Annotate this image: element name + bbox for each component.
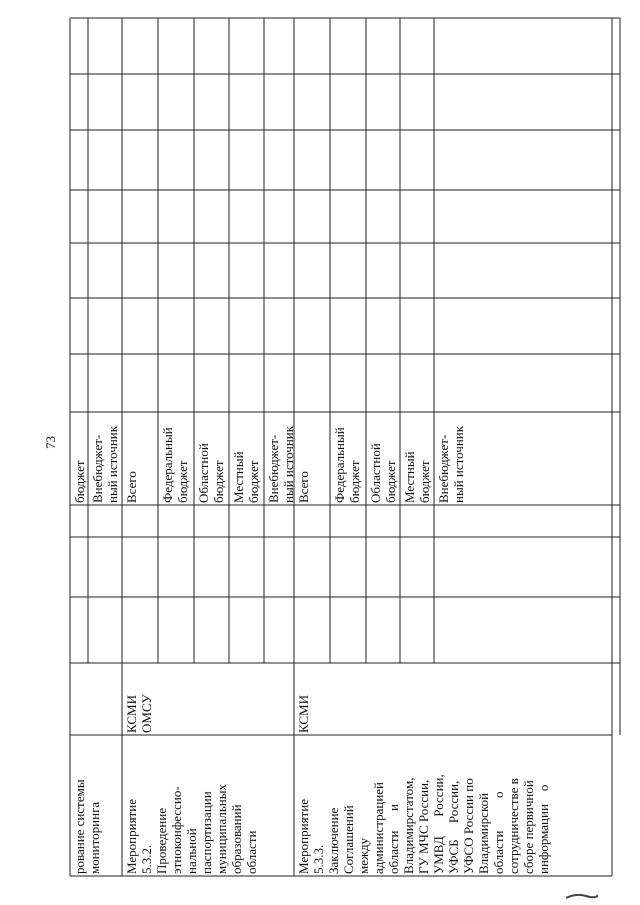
funding-source-line: Внебюджет-	[266, 434, 281, 503]
activity-name-line: мониторинга	[87, 801, 102, 874]
scan-artifact	[566, 892, 598, 900]
executor-line: КСМИ	[296, 695, 311, 733]
funding-source-line: Всего	[296, 471, 311, 503]
funding-source-line: Областной	[368, 443, 383, 503]
funding-source-line: ный источник	[105, 425, 120, 503]
activity-name-line: Заключение	[326, 807, 341, 874]
activity-name-line: 5.3.2.	[139, 844, 154, 874]
activity-name-line: паспортизации	[199, 791, 214, 874]
activity-name-line: 5.3.3.	[311, 844, 326, 874]
activity-name-line: между	[356, 837, 371, 874]
activity-name-line: сотрудничестве в	[506, 778, 521, 874]
activity-name-line: области и	[386, 804, 401, 874]
activity-name-line: области	[244, 830, 259, 874]
activity-name-line: УФСО России по	[461, 778, 476, 874]
funding-source-line: Всего	[124, 471, 139, 503]
activity-name-line: Владимирстатом,	[401, 777, 416, 874]
activity-name-line: области о	[491, 791, 506, 874]
funding-source-line: бюджет	[246, 460, 261, 503]
funding-source-line: бюджет	[347, 460, 362, 503]
activity-name-line: Соглашений	[341, 805, 356, 874]
activity-name-line: информации о	[536, 784, 551, 874]
activity-name-line: Владимирской	[476, 792, 491, 874]
activity-name-line: образований	[229, 804, 244, 874]
funding-source-line: Областной	[196, 443, 211, 503]
activity-name-line: Мероприятие	[124, 799, 139, 874]
activity-name-line: администрацией	[371, 781, 386, 874]
funding-source-line: Внебюджет-	[436, 434, 451, 503]
funding-source-line: Местный	[231, 451, 246, 503]
activity-name-line: Мероприятие	[296, 799, 311, 874]
funding-source-line: бюджет	[383, 460, 398, 503]
funding-source-line: Местный	[402, 451, 417, 503]
funding-source-line: Федеральный	[160, 427, 175, 503]
activity-name-line: сборе первичной	[521, 780, 536, 874]
activity-name-line: муниципальных	[214, 783, 229, 874]
funding-source-line: бюджет	[417, 460, 432, 503]
funding-source-line: Внебюджет-	[90, 434, 105, 503]
activity-name-line: нальной	[184, 828, 199, 874]
activity-name-line: УФСБ России,	[446, 780, 461, 874]
activity-name-line: УМВД России,	[431, 774, 446, 874]
funding-source-line: бюджет	[211, 460, 226, 503]
funding-source-line: бюджет	[175, 460, 190, 503]
funding-source-line: ный источник	[451, 425, 466, 503]
executor-line: ОМСУ	[139, 694, 154, 733]
activity-name-line: этноконфессио-	[169, 786, 184, 874]
activity-name-line: ГУ МЧС России,	[416, 779, 431, 874]
funding-source-line: ный источник	[281, 425, 296, 503]
page-number: 73	[43, 436, 58, 449]
executor-line: КСМИ	[124, 695, 139, 733]
funding-source-line: Федеральный	[332, 427, 347, 503]
activity-name-line: рование системы	[72, 779, 87, 874]
funding-source-line: бюджет	[72, 460, 87, 503]
activity-name-line: Проведение	[154, 807, 169, 874]
